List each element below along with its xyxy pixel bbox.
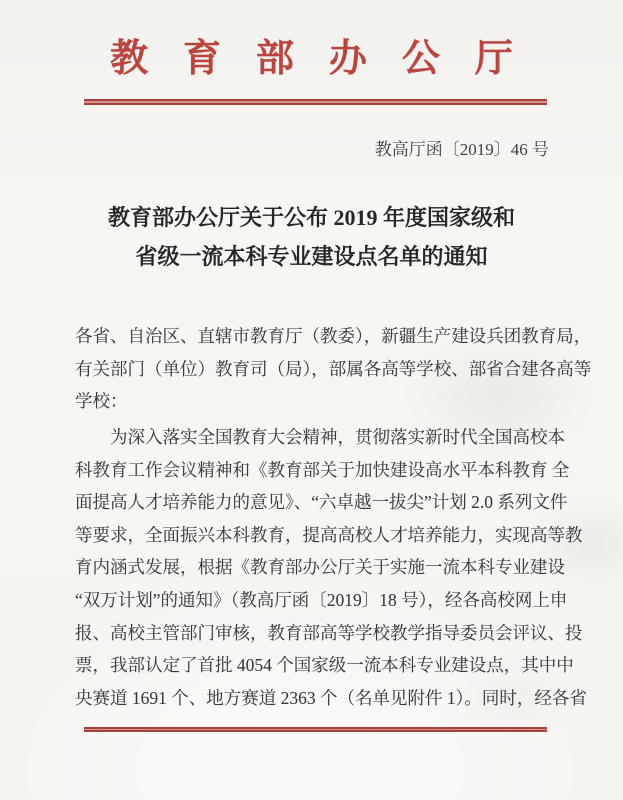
body-line: “双万计划”的通知》（教高厅函〔2019〕18 号），经各高校网上申	[75, 589, 568, 610]
footer-divider	[84, 727, 547, 732]
addressee-line: 有关部门（单位）教育司（局），部属各高等学校、部省合建各高等	[75, 358, 592, 379]
addressee-line: 各省、自治区、直辖市教育厅（教委），新疆生产建设兵团教育局，	[75, 326, 592, 346]
body-paragraph	[75, 421, 587, 714]
header-divider	[84, 99, 547, 105]
notice-title-line-2: 省级一流本科专业建设点名单的通知	[135, 244, 488, 269]
agency-title: 教育部办公厅	[110, 38, 548, 80]
body-line: 票，我部认定了首批 4054 个国家级一流本科专业建设点，其中中	[75, 655, 574, 676]
body-line: 报、高校主管部门审核，教育部高等学校教学指导委员会评议、投	[75, 622, 583, 643]
body-line: 育内涵式发展，根据《教育部办公厅关于实施一流本科专业建设	[75, 557, 565, 578]
doc-number: 教高厅函〔2019〕46 号	[374, 140, 549, 159]
notice-title-line-1: 教育部办公厅关于公布 2019 年度国家级和	[107, 205, 515, 230]
body-line: 面提高人才培养能力的意见》、“六卓越一拔尖”计划 2.0 系列文件	[75, 492, 568, 513]
addressee-paragraph	[75, 320, 592, 418]
body-line: 央赛道 1691 个、地方赛道 2363 个（名单见附件 1）。同时，经各省	[75, 687, 587, 708]
body-line: 为深入落实全国教育大会精神，贯彻落实新时代全国高校本	[110, 427, 565, 447]
body-line: 等要求，全面振兴本科教育，提高高校人才培养能力，实现高等教	[75, 524, 583, 545]
agency-letterhead	[0, 34, 623, 84]
body-line: 科教育工作会议精神和《教育部关于加快建设高水平本科教育 全	[75, 459, 570, 480]
notice-title	[40, 198, 583, 276]
addressee-line: 学校：	[75, 391, 128, 412]
